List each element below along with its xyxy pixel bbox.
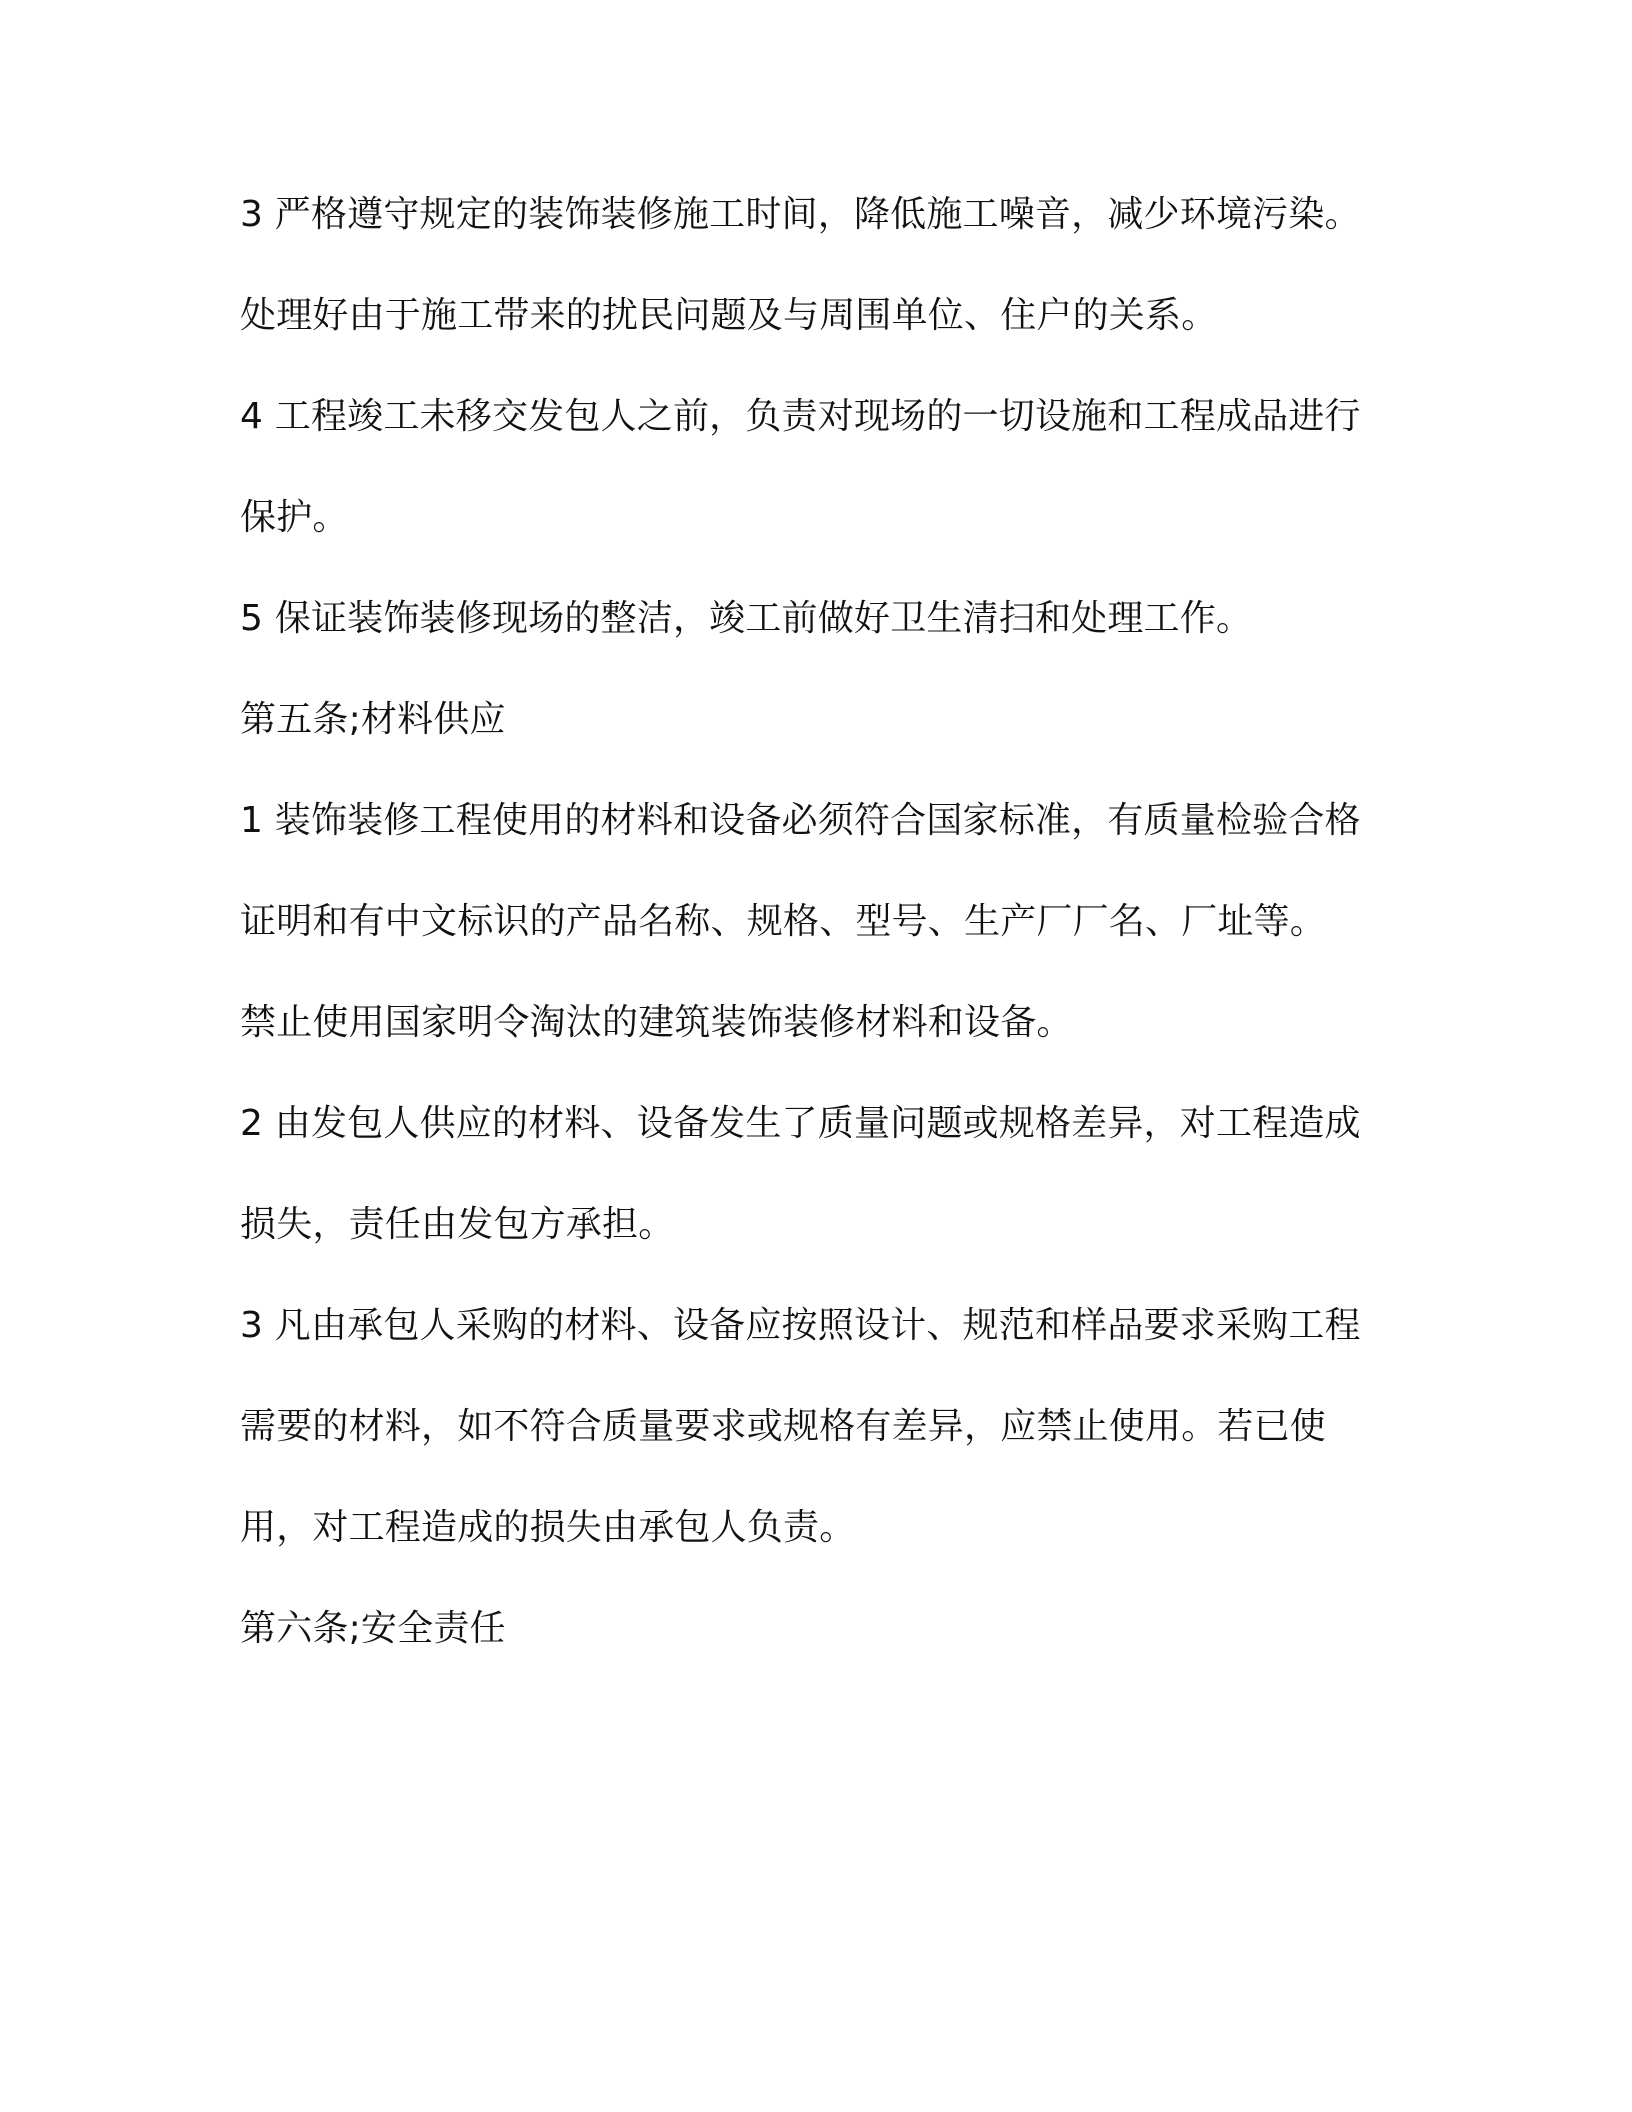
paragraph-line: 保护。: [240, 497, 349, 538]
paragraph-line: 3 凡由承包人采购的材料、设备应按照设计、规范和样品要求采购工程: [240, 1305, 1361, 1346]
paragraph-line: 2 由发包人供应的材料、设备发生了质量问题或规格差异，对工程造成: [240, 1103, 1361, 1144]
paragraph-line: 用，对工程造成的损失由承包人负责。: [240, 1507, 856, 1548]
paragraph-line: 证明和有中文标识的产品名称、规格、型号、生产厂厂名、厂址等。: [240, 901, 1327, 942]
paragraph-line: 3 严格遵守规定的装饰装修施工时间，降低施工噪音，减少环境污染。: [240, 194, 1361, 235]
paragraph-line: 损失，责任由发包方承担。: [240, 1204, 675, 1245]
paragraph-line: 禁止使用国家明令淘汰的建筑装饰装修材料和设备。: [240, 1002, 1073, 1043]
paragraph-line: 1 装饰装修工程使用的材料和设备必须符合国家标准，有质量检验合格: [240, 800, 1361, 841]
paragraph-line: 需要的材料，如不符合质量要求或规格有差异，应禁止使用。若已使: [240, 1406, 1327, 1447]
document-body: [240, 187, 1400, 1702]
section-heading: 第六条;安全责任: [240, 1608, 506, 1649]
paragraph-line: 处理好由于施工带来的扰民问题及与周围单位、住户的关系。: [240, 295, 1218, 336]
section-heading: 第五条;材料供应: [240, 699, 506, 740]
paragraph-line: 5 保证装饰装修现场的整洁，竣工前做好卫生清扫和处理工作。: [240, 598, 1253, 639]
paragraph-line: 4 工程竣工未移交发包人之前，负责对现场的一切设施和工程成品进行: [240, 396, 1361, 437]
